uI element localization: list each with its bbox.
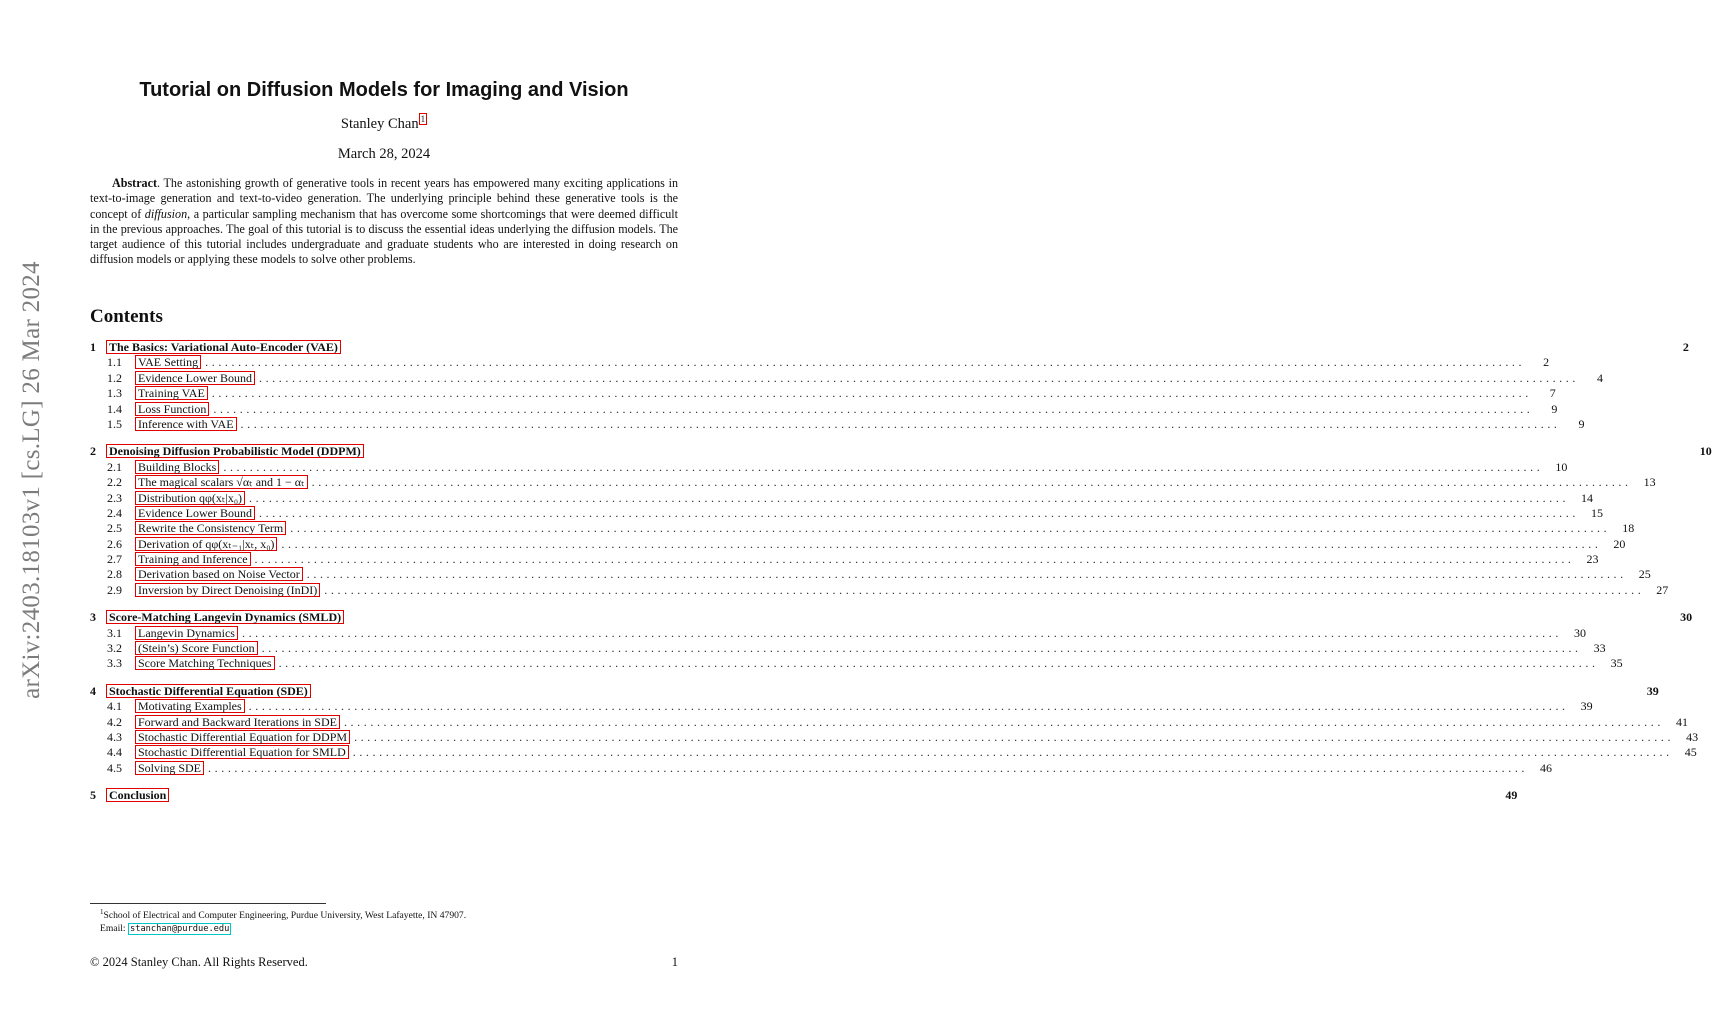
- footnote-mark: 1: [100, 908, 104, 916]
- footnote-divider: [90, 903, 326, 904]
- toc-number: 5: [90, 788, 96, 803]
- toc-number: 2.5: [107, 521, 122, 536]
- toc-subsection-entry[interactable]: [90, 745, 1697, 760]
- toc-page: 39: [1646, 683, 1659, 698]
- toc-link[interactable]: Stochastic Differential Equation for DDPM: [135, 730, 350, 744]
- toc-number: 1: [90, 340, 96, 354]
- toc-subsection-entry[interactable]: [90, 401, 1558, 417]
- toc-number: 4.5: [107, 760, 122, 775]
- arxiv-stamp-text: arXiv:2403.18103v1 [cs.LG] 26 Mar 2024: [18, 261, 45, 699]
- toc-leader: ........................................................................................................................................................................................................: [354, 729, 1675, 744]
- toc-link[interactable]: Evidence Lower Bound: [135, 506, 255, 520]
- toc-number: 4.1: [107, 699, 122, 714]
- toc-number: 2.2: [107, 475, 122, 490]
- abstract-text-part2: , a particular sampling mechanism that has overcome some shortcomings that were deemed difficult in the previous approaches. The goal of this tutorial is to discuss the essential ideas underlying the diffusion models. The target audience of this tutorial includes undergraduate and graduate students who are interested in doing research on diffusion models or applying these models to solve other problems.: [90, 206, 678, 267]
- toc-page: 2: [1682, 340, 1689, 354]
- page-number: 1: [671, 955, 678, 969]
- toc-subsection-entry[interactable]: [90, 656, 1623, 671]
- toc-page: 18: [1622, 521, 1635, 536]
- toc-page: 30: [1680, 610, 1693, 625]
- toc-leader: ........................................................................................................................................................................................................: [241, 625, 1562, 640]
- toc-leader: ........................................................................................................................................................................................................: [213, 401, 1534, 416]
- toc-leader: ........................................................................................................................................................................................................: [205, 355, 1526, 370]
- toc-page: 7: [1549, 386, 1556, 401]
- footnote-affiliation: School of Electrical and Computer Engineering, Purdue University, West Lafayette, IN 47907.: [103, 910, 467, 922]
- toc-leader: ........................................................................................................................................................................................................: [249, 490, 1570, 505]
- footnote: [100, 906, 680, 936]
- toc-leader: ........................................................................................................................................................................................................: [258, 370, 1579, 385]
- toc-link[interactable]: Inversion by Direct Denoising (InDI): [135, 583, 320, 597]
- abstract-emphasis: diffusion: [144, 206, 188, 221]
- toc-number: 2.3: [107, 490, 122, 505]
- contents-heading: Contents: [90, 306, 163, 327]
- toc-page: 49: [1505, 788, 1518, 803]
- toc-number: 3.1: [107, 625, 122, 640]
- toc-section: [90, 444, 1712, 598]
- author-line: [0, 114, 768, 133]
- toc-link[interactable]: Rewrite the Consistency Term: [135, 521, 286, 535]
- toc-subsection-entry[interactable]: [90, 729, 1699, 745]
- toc-link[interactable]: Evidence Lower Bound: [135, 371, 255, 385]
- toc-section-entry[interactable]: [90, 340, 1689, 355]
- toc-subsection-entry[interactable]: [90, 355, 1550, 370]
- arxiv-stamp: [8, 220, 56, 740]
- toc-leader: ........................................................................................................................................................................................................: [261, 641, 1582, 656]
- toc-section-entry[interactable]: [90, 788, 1518, 803]
- copyright-notice: © 2024 Stanley Chan. All Rights Reserved.: [90, 955, 308, 969]
- toc-link[interactable]: Distribution qφ(xₜ|x₀): [135, 491, 245, 505]
- toc-number: 3: [90, 610, 96, 625]
- toc-subsection-entry[interactable]: [90, 552, 1599, 567]
- toc-number: 2: [90, 444, 96, 459]
- toc-number: 3.3: [107, 656, 122, 671]
- toc-leader: ........................................................................................................................................................................................................: [324, 582, 1645, 597]
- toc-page: 25: [1638, 567, 1651, 582]
- toc-number: 2.8: [107, 567, 122, 582]
- toc-subsection-entry[interactable]: [90, 490, 1594, 506]
- toc-number: 2.4: [107, 505, 122, 520]
- toc-page: 20: [1613, 536, 1626, 551]
- toc-section-entry[interactable]: [90, 683, 1659, 699]
- toc-link[interactable]: VAE Setting: [135, 355, 201, 369]
- toc-section: [90, 788, 1518, 803]
- toc-number: 1.4: [107, 401, 122, 416]
- toc-number: 1.1: [107, 355, 122, 370]
- toc-subsection-entry[interactable]: [90, 641, 1606, 656]
- toc-page: 33: [1593, 641, 1606, 656]
- toc-page: 9: [1578, 416, 1585, 431]
- toc-leader: ........................................................................................................................................................................................................: [240, 416, 1561, 431]
- toc-number: 4.2: [107, 714, 122, 729]
- toc-page: 35: [1610, 656, 1623, 671]
- abstract: [90, 176, 678, 268]
- toc-link[interactable]: Derivation based on Noise Vector: [135, 567, 303, 581]
- toc-number: 2.1: [107, 459, 122, 474]
- toc-link[interactable]: Score-Matching Langevin Dynamics (SMLD): [106, 610, 344, 624]
- toc-number: 4.4: [107, 745, 122, 760]
- toc-link[interactable]: Langevin Dynamics: [135, 626, 238, 640]
- toc-link[interactable]: Stochastic Differential Equation for SMLD: [135, 745, 349, 759]
- toc-leader: ........................................................................................................................................................................................................: [343, 714, 1664, 729]
- toc-leader: ........................................................................................................................................................................................................: [290, 521, 1611, 536]
- toc-leader: ........................................................................................................................................................................................................: [278, 656, 1599, 671]
- toc-section: [90, 683, 1699, 776]
- toc-link[interactable]: The Basics: Variational Auto-Encoder (VAE): [106, 340, 341, 354]
- table-of-contents: [90, 340, 1712, 816]
- toc-subsection-entry[interactable]: [90, 582, 1669, 598]
- toc-subsection-entry[interactable]: [90, 521, 1635, 536]
- toc-number: 1.5: [107, 416, 122, 431]
- toc-subsection-entry[interactable]: [90, 567, 1651, 582]
- abstract-label: Abstract: [112, 176, 158, 190]
- toc-page: 13: [1643, 475, 1656, 490]
- toc-leader: ........................................................................................................................................................................................................: [208, 760, 1529, 775]
- toc-link[interactable]: Score Matching Techniques: [135, 656, 275, 670]
- toc-link[interactable]: Building Blocks: [135, 460, 219, 474]
- abstract-text-part1: . The astonishing growth of generative tools in recent years has empowered many exciting applications in text-to-image generation and text-to-video generation. The underlying principle behind these generative tools is the concept of: [90, 176, 678, 221]
- toc-link[interactable]: Conclusion: [106, 788, 169, 802]
- toc-subsection-entry[interactable]: [90, 370, 1603, 386]
- toc-number: 2.9: [107, 582, 122, 597]
- toc-page: 46: [1540, 760, 1553, 775]
- toc-subsection-entry[interactable]: [90, 625, 1586, 641]
- toc-page: 41: [1675, 714, 1688, 729]
- toc-link[interactable]: Solving SDE: [135, 761, 204, 775]
- toc-page: 10: [1555, 459, 1568, 474]
- toc-number: 4.3: [107, 729, 122, 744]
- toc-link[interactable]: Stochastic Differential Equation (SDE): [106, 684, 311, 698]
- toc-leader: ........................................................................................................................................................................................................: [211, 386, 1532, 401]
- toc-leader: ........................................................................................................................................................................................................: [258, 505, 1579, 520]
- toc-leader: ........................................................................................................................................................................................................: [248, 699, 1569, 714]
- email-link[interactable]: stanchan@purdue.edu: [129, 924, 230, 935]
- toc-subsection-entry[interactable]: [90, 386, 1556, 401]
- toc-link[interactable]: Training and Inference: [135, 552, 251, 566]
- toc-leader: ........................................................................................................................................................................................................: [311, 475, 1632, 490]
- toc-page: 4: [1596, 370, 1603, 385]
- toc-page: 43: [1686, 729, 1699, 744]
- toc-page: 23: [1586, 552, 1599, 567]
- toc-page: 15: [1590, 505, 1603, 520]
- toc-link[interactable]: Denoising Diffusion Probabilistic Model (DDPM): [106, 444, 364, 458]
- toc-subsection-entry[interactable]: [90, 760, 1553, 776]
- toc-page: 9: [1551, 401, 1558, 416]
- toc-leader: ........................................................................................................................................................................................................: [281, 536, 1602, 551]
- toc-link[interactable]: Loss Function: [135, 402, 209, 416]
- toc-number: 3.2: [107, 641, 122, 656]
- toc-number: 1.3: [107, 386, 122, 401]
- paper-title: Tutorial on Diffusion Models for Imaging and Vision: [139, 79, 629, 101]
- toc-subsection-entry[interactable]: [90, 714, 1688, 730]
- toc-subsection-entry[interactable]: [90, 536, 1626, 552]
- toc-subsection-entry[interactable]: [90, 475, 1656, 490]
- toc-page: 2: [1543, 355, 1550, 370]
- toc-number: 2.7: [107, 552, 122, 567]
- toc-link[interactable]: Forward and Backward Iterations in SDE: [135, 715, 340, 729]
- toc-link[interactable]: Derivation of qφ(xₜ₋₁|xₜ, x₀): [135, 537, 277, 551]
- toc-leader: ........................................................................................................................................................................................................: [306, 567, 1627, 582]
- toc-page: 27: [1656, 582, 1669, 597]
- toc-number: 1.2: [107, 370, 122, 385]
- toc-section-entry[interactable]: [90, 444, 1712, 459]
- toc-section: [90, 340, 1689, 432]
- toc-leader: ........................................................................................................................................................................................................: [254, 552, 1575, 567]
- toc-subsection-entry[interactable]: [90, 505, 1603, 521]
- toc-section: [90, 610, 1693, 672]
- toc-link[interactable]: The magical scalars √αₜ and 1 − αₜ: [135, 475, 308, 489]
- author-name: Stanley Chan: [340, 115, 419, 132]
- toc-link[interactable]: (Stein’s) Score Function: [135, 641, 258, 655]
- toc-subsection-entry[interactable]: [90, 416, 1585, 432]
- toc-subsection-entry[interactable]: [90, 459, 1568, 475]
- toc-page: 45: [1684, 745, 1697, 760]
- toc-subsection-entry[interactable]: [90, 699, 1593, 714]
- toc-leader: ........................................................................................................................................................................................................: [223, 459, 1544, 474]
- toc-section-entry[interactable]: [90, 610, 1693, 625]
- toc-page: 14: [1581, 490, 1594, 505]
- toc-page: 30: [1573, 625, 1586, 640]
- toc-number: 4: [90, 683, 96, 698]
- footnote-email-label: Email:: [100, 923, 126, 935]
- toc-link[interactable]: Inference with VAE: [135, 417, 237, 431]
- toc-leader: ........................................................................................................................................................................................................: [352, 745, 1673, 760]
- toc-link[interactable]: Motivating Examples: [135, 699, 245, 713]
- footnote-link[interactable]: 1: [420, 114, 426, 124]
- toc-page: 10: [1699, 444, 1712, 459]
- toc-page: 39: [1580, 699, 1593, 714]
- paper-date: March 28, 2024: [337, 146, 431, 162]
- toc-link[interactable]: Training VAE: [135, 386, 208, 400]
- toc-number: 2.6: [107, 536, 122, 551]
